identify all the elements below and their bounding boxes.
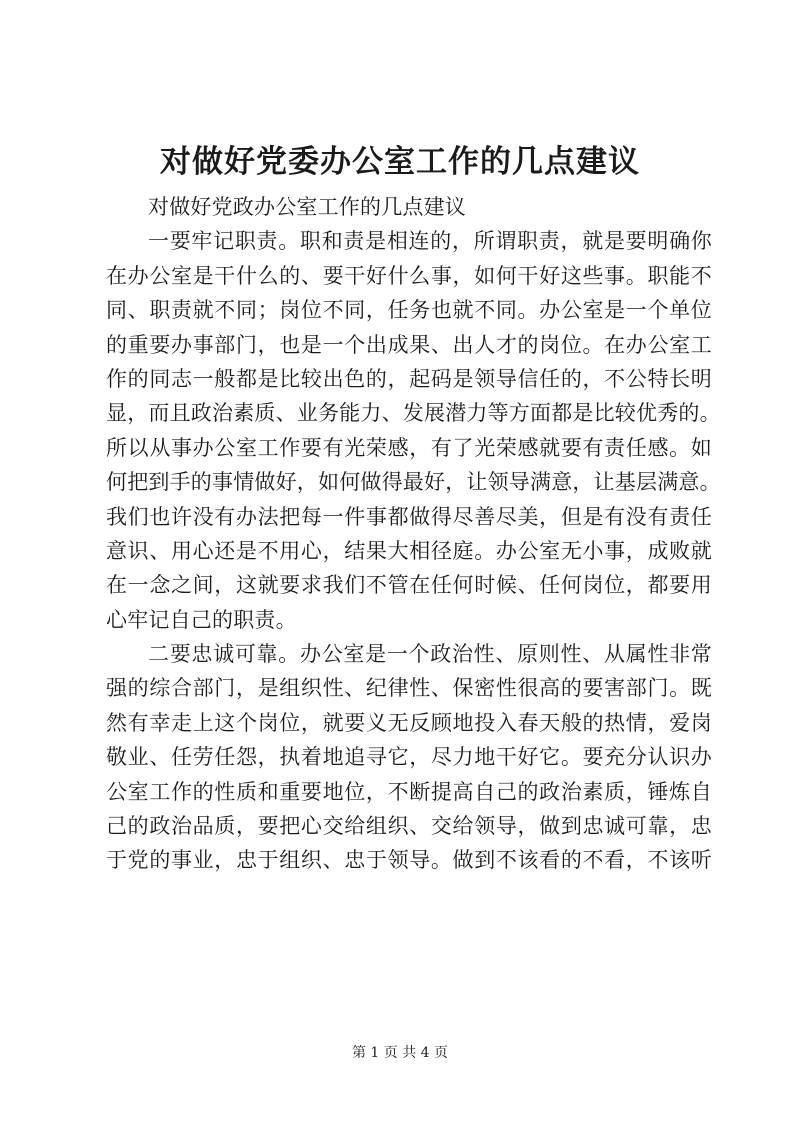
body-line: 对做好党政办公室工作的几点建议 bbox=[148, 195, 466, 219]
body-line: 显，而且政治素质、业务能力、发展潜力等方面都是比较优秀的。 bbox=[106, 401, 721, 426]
document-title: 对做好党委办公室工作的几点建议 bbox=[160, 144, 640, 180]
body-line: 然有幸走上这个岗位，就要义无反顾地投入春天般的热情，爱岗 bbox=[106, 710, 712, 735]
body-line: 我们也许没有办法把每一件事都做得尽善尽美，但是有没有责任 bbox=[106, 504, 712, 529]
body-line: 在一念之间，这就要求我们不管在任何时候、任何岗位，都要用 bbox=[106, 573, 712, 598]
body-line: 二要忠诚可靠。办公室是一个政治性、原则性、从属性非常 bbox=[148, 642, 712, 667]
document-body bbox=[106, 190, 721, 878]
body-line: 所以从事办公室工作要有光荣感，有了光荣感就要有责任感。如 bbox=[106, 435, 712, 460]
page-footer: 第 1 页 共 4 页 bbox=[351, 1045, 449, 1061]
body-line: 心牢记自己的职责。 bbox=[106, 607, 297, 632]
body-line: 敬业、任劳任怨，执着地追寻它，尽力地干好它。要充分认识办 bbox=[106, 745, 712, 770]
body-line: 在办公室是干什么的、要干好什么事，如何干好这些事。职能不 bbox=[106, 263, 712, 288]
body-line: 一要牢记职责。职和责是相连的，所谓职责，就是要明确你 bbox=[148, 229, 712, 254]
body-line: 强的综合部门，是组织性、纪律性、保密性很高的要害部门。既 bbox=[106, 676, 712, 701]
body-line: 公室工作的性质和重要地位，不断提高自己的政治素质，锤炼自 bbox=[106, 779, 712, 804]
body-line: 于党的事业，忠于组织、忠于领导。做到不该看的不看，不该听 bbox=[106, 848, 712, 873]
body-line: 意识、用心还是不用心，结果大相径庭。办公室无小事，成败就 bbox=[106, 538, 712, 563]
body-line: 己的政治品质，要把心交给组织、交给领导，做到忠诚可靠，忠 bbox=[106, 814, 712, 839]
body-line: 作的同志一般都是比较出色的，起码是领导信任的，不公特长明 bbox=[106, 366, 712, 391]
body-line: 同、职责就不同；岗位不同，任务也就不同。办公室是一个单位 bbox=[106, 298, 712, 323]
body-line: 的重要办事部门，也是一个出成果、出人才的岗位。在办公室工 bbox=[106, 332, 712, 357]
body-line: 何把到手的事情做好，如何做得最好，让领导满意，让基层满意。 bbox=[106, 470, 721, 495]
